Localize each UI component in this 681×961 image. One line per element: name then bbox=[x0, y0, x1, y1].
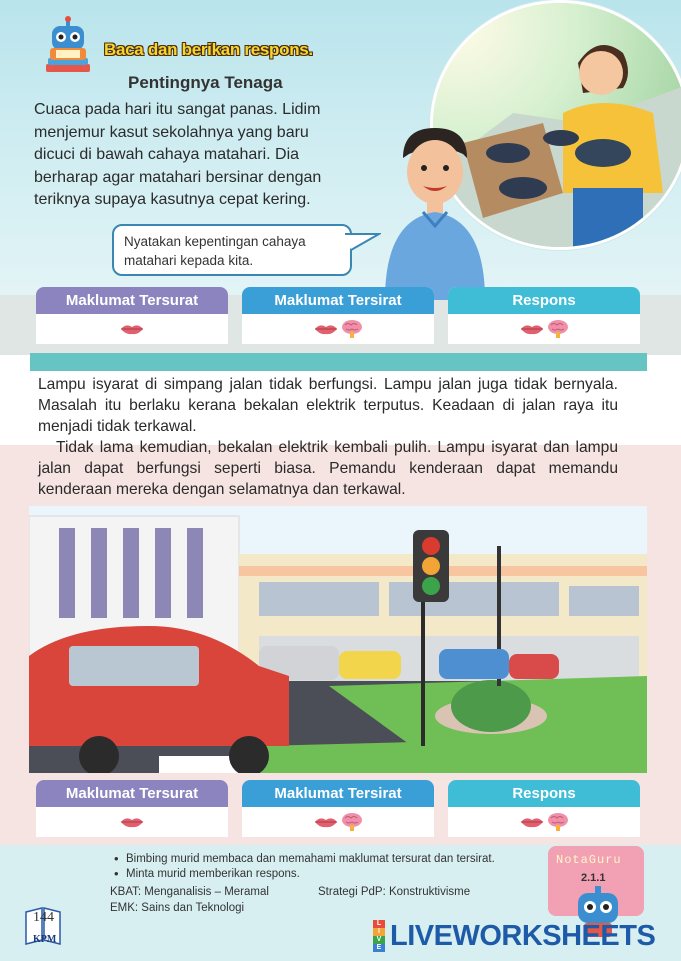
strategi-label: Strategi PdP: Konstruktivisme bbox=[318, 886, 471, 898]
tab-label: Maklumat Tersurat bbox=[36, 287, 228, 314]
tab-maklumat-tersurat[interactable] bbox=[36, 287, 228, 344]
tab-answer-area[interactable] bbox=[36, 314, 228, 344]
passage-paragraph: Tidak lama kemudian, bekalan elektrik kembali pulih. Lampu isyarat dan lampu jalan dapat berfungsi seperti biasa. Pemandu kenderaan dapat memandu kenderaan mereka dengan selamatnya dan terkawal. bbox=[38, 439, 618, 498]
note-bullet: • Minta murid memberikan respons. bbox=[110, 867, 495, 882]
tab-answer-area[interactable] bbox=[448, 314, 640, 344]
tab-label: Maklumat Tersirat bbox=[242, 287, 434, 314]
kbat-label: KBAT: Menganalisis – Meramal bbox=[110, 886, 269, 898]
emk-label: EMK: Sains dan Teknologi bbox=[110, 902, 245, 914]
liveworksheets-wordmark: LIVEWORKSHEETS bbox=[390, 919, 656, 952]
live-letter: V bbox=[373, 936, 385, 944]
publisher-label: KPM bbox=[33, 934, 57, 945]
story-title: Pentingnya Tenaga bbox=[128, 73, 283, 92]
tab-respons[interactable] bbox=[448, 287, 640, 344]
nota-guru-title: NotaGuru bbox=[556, 853, 622, 867]
lips-icon bbox=[520, 323, 544, 335]
brain-icon bbox=[547, 319, 569, 339]
passage-paragraph: Lampu isyarat di simpang jalan tidak berfungsi. Lampu jalan juga tidak bernyala. Masalah itu berlaku kerana bekalan elektrik terputus. Keadaan di jalan raya itu menjadi tidak terkawal. bbox=[38, 376, 618, 435]
robot-reading-icon bbox=[38, 16, 98, 78]
lips-icon bbox=[120, 323, 144, 335]
tab-answer-area[interactable] bbox=[448, 807, 640, 837]
story-line: teriknya supaya kasutnya cepat kering. bbox=[34, 191, 311, 208]
response-tabs-bottom bbox=[36, 780, 640, 837]
note-bullet: • Bimbing murid membaca dan memahami maklumat tersurat dan tersirat. bbox=[110, 852, 495, 867]
question-line: Nyatakan kepentingan cahaya bbox=[124, 234, 306, 249]
lips-icon bbox=[314, 323, 338, 335]
story-text bbox=[34, 99, 389, 212]
story-line: Cuaca pada hari itu sangat panas. Lidim bbox=[34, 101, 321, 118]
question-line: matahari kepada kita. bbox=[124, 253, 254, 268]
street-scene-image bbox=[29, 506, 647, 773]
question-speech-bubble bbox=[112, 224, 352, 276]
tab-label: Respons bbox=[448, 287, 640, 314]
tab-answer-area[interactable] bbox=[36, 807, 228, 837]
tab-label: Respons bbox=[448, 780, 640, 807]
tab-answer-area[interactable] bbox=[242, 314, 434, 344]
story-line: berharap agar matahari bersinar dengan bbox=[34, 168, 322, 186]
boy-illustration bbox=[375, 120, 495, 300]
lips-icon bbox=[314, 816, 338, 828]
instruction-heading: Baca dan berikan respons. bbox=[104, 40, 313, 59]
tab-respons[interactable] bbox=[448, 780, 640, 837]
live-letter: L bbox=[373, 920, 385, 928]
live-letter: E bbox=[373, 944, 385, 952]
nota-guru-number: 2.1.1 bbox=[581, 872, 606, 884]
tab-maklumat-tersirat[interactable] bbox=[242, 780, 434, 837]
lips-icon bbox=[520, 816, 544, 828]
live-badge bbox=[372, 920, 386, 952]
tab-maklumat-tersirat[interactable] bbox=[242, 287, 434, 344]
tab-label: Maklumat Tersurat bbox=[36, 780, 228, 807]
story-line: menjemur kasut sekolahnya yang baru bbox=[34, 123, 309, 141]
brain-icon bbox=[341, 812, 363, 832]
passage-text bbox=[38, 374, 618, 500]
brain-icon bbox=[341, 319, 363, 339]
page-number: 144 bbox=[33, 910, 54, 925]
passage-header-bar bbox=[30, 353, 647, 371]
tab-label: Maklumat Tersirat bbox=[242, 780, 434, 807]
live-letter: I bbox=[373, 928, 385, 936]
story-line: dicuci di bawah cahaya matahari. Dia bbox=[34, 146, 300, 163]
response-tabs-top bbox=[36, 287, 640, 344]
lips-icon bbox=[120, 816, 144, 828]
teacher-notes bbox=[110, 852, 495, 882]
tab-maklumat-tersurat[interactable] bbox=[36, 780, 228, 837]
brain-icon bbox=[547, 812, 569, 832]
liveworksheets-logo bbox=[372, 918, 655, 954]
tab-answer-area[interactable] bbox=[242, 807, 434, 837]
